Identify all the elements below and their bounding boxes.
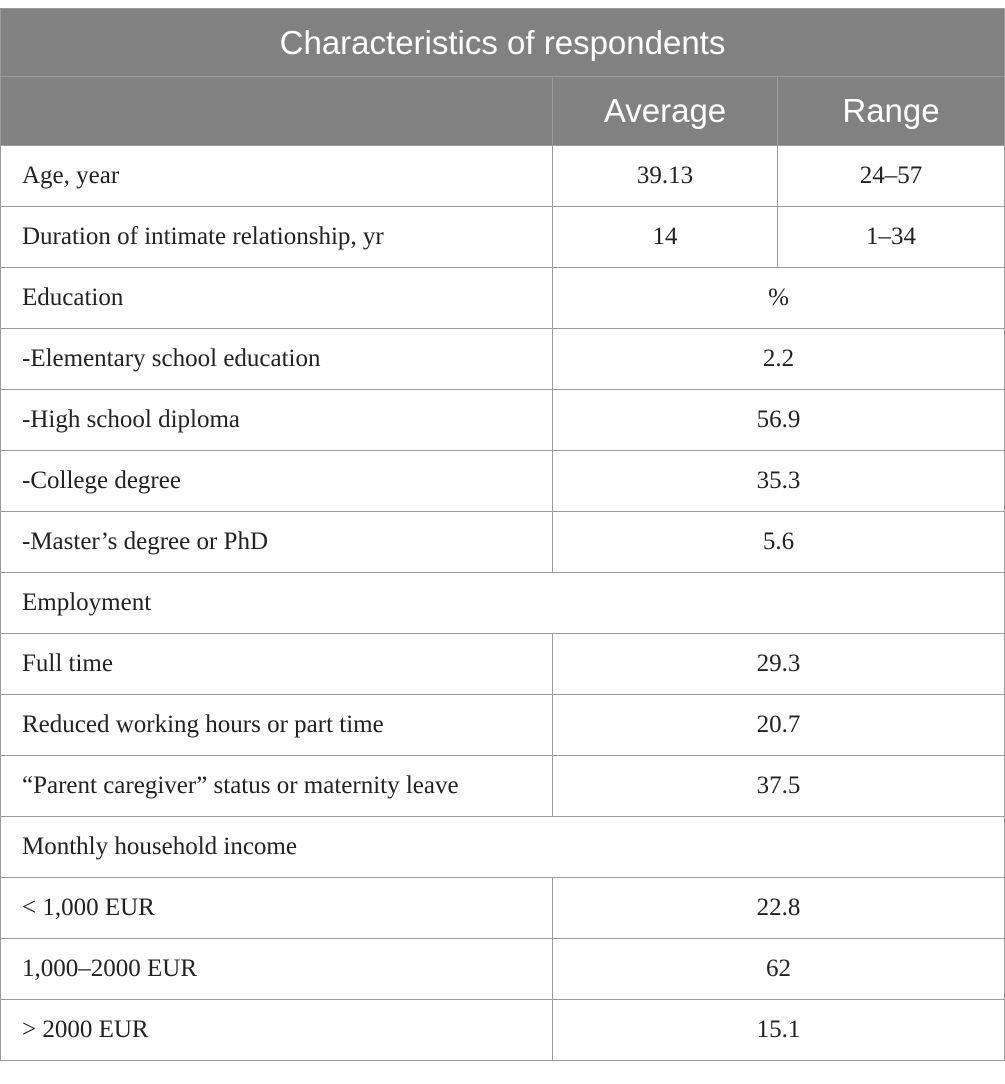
table-row — [1, 756, 1005, 817]
value-cell: 2.2 — [553, 329, 1005, 390]
row-label: -Master’s degree or PhD — [1, 512, 553, 573]
table-row — [1, 878, 1005, 939]
value-cell: 56.9 — [553, 390, 1005, 451]
row-label: Education — [1, 268, 553, 329]
value-cell: 37.5 — [553, 756, 1005, 817]
row-label: Age, year — [1, 146, 553, 207]
table-row — [1, 207, 1005, 268]
value-cell: 62 — [553, 939, 1005, 1000]
row-label: Full time — [1, 634, 553, 695]
table-row — [1, 634, 1005, 695]
value-cell: 5.6 — [553, 512, 1005, 573]
table-row — [1, 1000, 1005, 1061]
table-row — [1, 695, 1005, 756]
table-container — [0, 8, 1005, 1061]
respondents-table — [0, 8, 1005, 1061]
table-row — [1, 390, 1005, 451]
table-row — [1, 512, 1005, 573]
row-label: -High school diploma — [1, 390, 553, 451]
table-title-row — [1, 9, 1005, 77]
row-label: “Parent caregiver” status or maternity leave — [1, 756, 553, 817]
average-cell: 14 — [553, 207, 778, 268]
table-row — [1, 451, 1005, 512]
table-row-section — [1, 817, 1005, 878]
table-row — [1, 146, 1005, 207]
average-cell: 39.13 — [553, 146, 778, 207]
table-row — [1, 268, 1005, 329]
value-cell: 22.8 — [553, 878, 1005, 939]
row-label: -Elementary school education — [1, 329, 553, 390]
column-header-row — [1, 77, 1005, 146]
value-cell: 20.7 — [553, 695, 1005, 756]
row-label: < 1,000 EUR — [1, 878, 553, 939]
column-header-average: Average — [553, 77, 778, 146]
table-title: Characteristics of respondents — [1, 9, 1005, 77]
table-row-section — [1, 573, 1005, 634]
value-cell: % — [553, 268, 1005, 329]
column-header-empty — [1, 77, 553, 146]
section-label: Monthly household income — [1, 817, 1005, 878]
range-cell: 1–34 — [778, 207, 1005, 268]
table-row — [1, 329, 1005, 390]
range-cell: 24–57 — [778, 146, 1005, 207]
row-label: > 2000 EUR — [1, 1000, 553, 1061]
section-label: Employment — [1, 573, 1005, 634]
table-row — [1, 939, 1005, 1000]
value-cell: 35.3 — [553, 451, 1005, 512]
column-header-range: Range — [778, 77, 1005, 146]
row-label: -College degree — [1, 451, 553, 512]
row-label: Reduced working hours or part time — [1, 695, 553, 756]
row-label: 1,000–2000 EUR — [1, 939, 553, 1000]
row-label: Duration of intimate relationship, yr — [1, 207, 553, 268]
value-cell: 15.1 — [553, 1000, 1005, 1061]
value-cell: 29.3 — [553, 634, 1005, 695]
